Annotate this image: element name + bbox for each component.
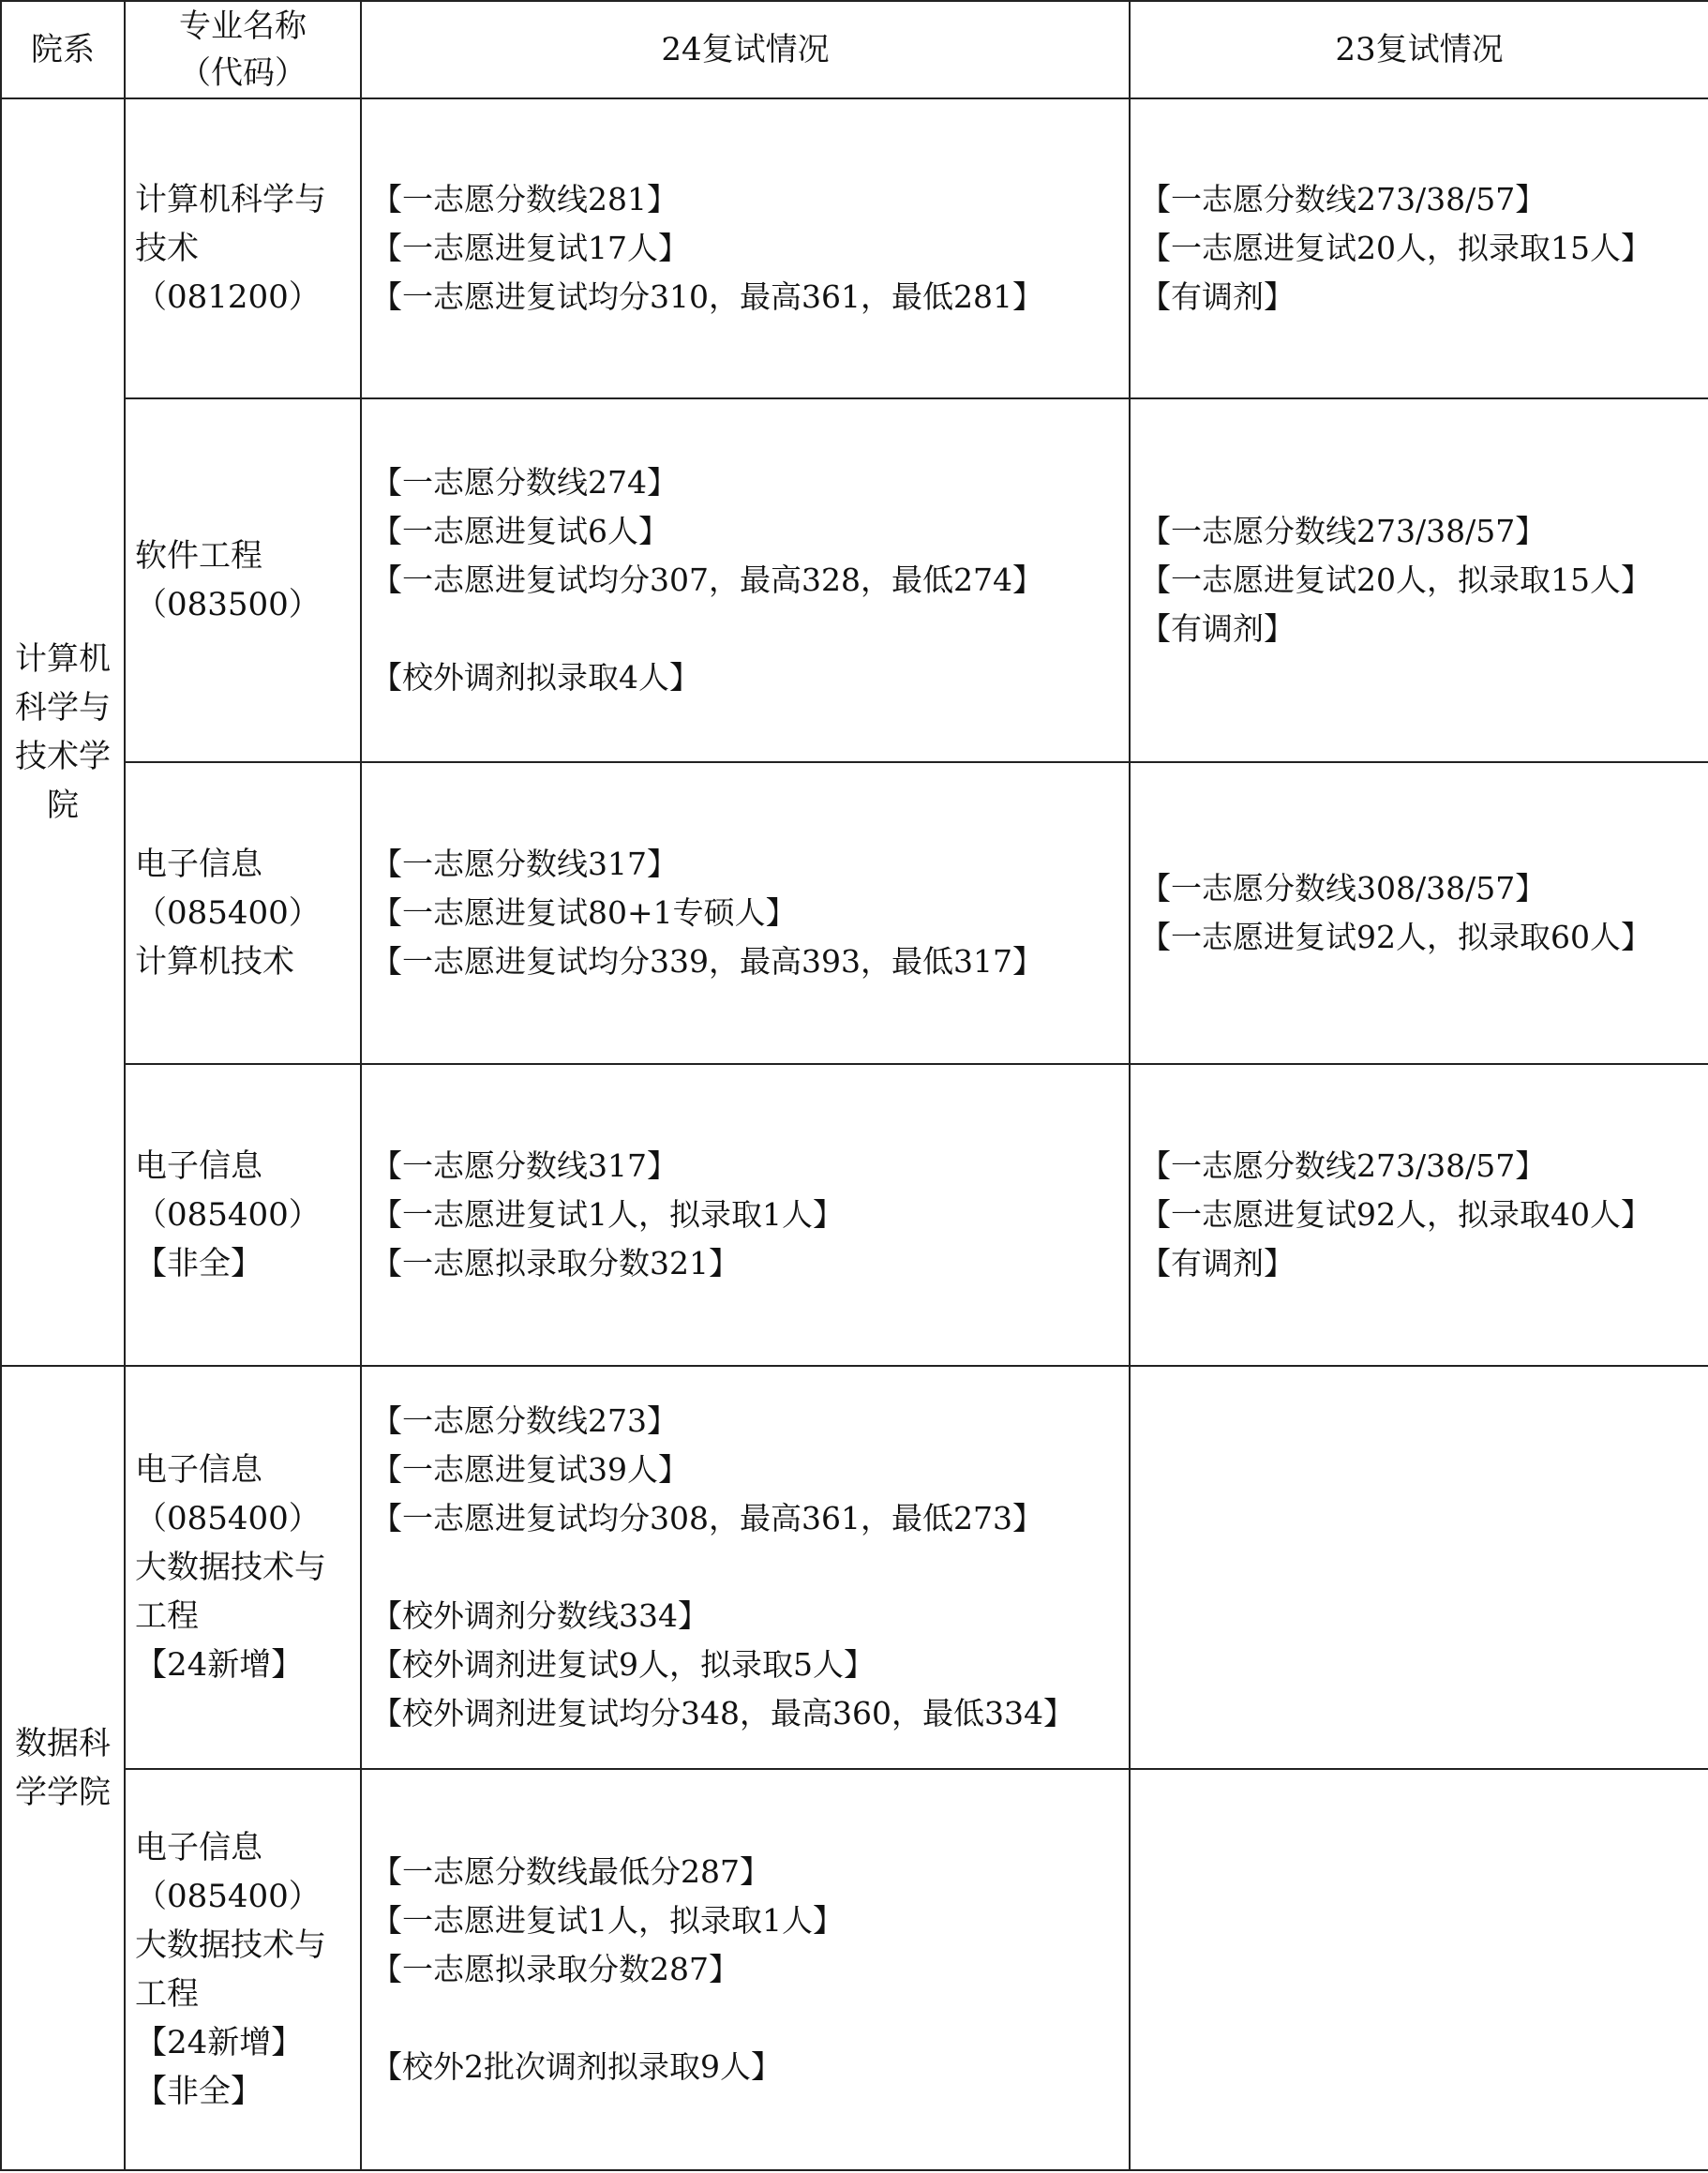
y24-info-line: 【一志愿分数线317】 bbox=[371, 1147, 678, 1184]
y24-info-line bbox=[371, 605, 1129, 653]
y24-info-line: 【校外调剂进复试9人，拟录取5人】 bbox=[371, 1646, 875, 1683]
y24-cell bbox=[361, 762, 1130, 1064]
table-row bbox=[1, 762, 1708, 1064]
header-dept: 院系 bbox=[1, 1, 125, 98]
y24-cell bbox=[361, 1366, 1130, 1769]
major-name-line: 电子信息 bbox=[135, 1829, 262, 1866]
major-name-line: （085400） bbox=[135, 894, 321, 932]
y24-info-line: 【一志愿分数线281】 bbox=[371, 181, 678, 217]
major-name-line: 【24新增】 bbox=[135, 1646, 304, 1684]
dept-name-line: 数据科 bbox=[15, 1725, 111, 1762]
table-body bbox=[1, 98, 1708, 2170]
major-name-line: （085400） bbox=[135, 1196, 321, 1234]
y23-cell bbox=[1130, 98, 1708, 398]
y23-info-line: 【一志愿分数线308/38/57】 bbox=[1140, 870, 1547, 907]
y24-info-line: 【一志愿进复试17人】 bbox=[371, 230, 689, 266]
major-name-line: 电子信息 bbox=[135, 846, 262, 883]
dept-name-line: 技术学 bbox=[15, 738, 111, 775]
y24-info-line: 【一志愿进复试39人】 bbox=[371, 1451, 689, 1488]
y23-info-line: 【一志愿进复试92人，拟录取60人】 bbox=[1140, 919, 1652, 955]
y24-info-line: 【一志愿分数线317】 bbox=[371, 846, 678, 882]
header-24: 24复试情况 bbox=[361, 1, 1130, 98]
y23-info-line: 【有调剂】 bbox=[1140, 1245, 1295, 1281]
major-name-line: 计算机科学与 bbox=[135, 181, 326, 218]
major-name-line: 电子信息 bbox=[135, 1451, 262, 1489]
major-name-line: （081200） bbox=[135, 278, 321, 316]
y24-info-line bbox=[371, 1543, 1129, 1592]
table-row bbox=[1, 98, 1708, 398]
y23-cell bbox=[1130, 398, 1708, 762]
y24-info-line: 【一志愿分数线274】 bbox=[371, 464, 678, 501]
y23-cell bbox=[1130, 1769, 1708, 2170]
header-major bbox=[125, 1, 361, 98]
y23-cell bbox=[1130, 762, 1708, 1064]
y24-info-line: 【一志愿拟录取分数287】 bbox=[371, 1951, 740, 1987]
dept-name-line: 科学与 bbox=[15, 689, 111, 727]
table-row bbox=[1, 1064, 1708, 1366]
table-row bbox=[1, 1366, 1708, 1769]
header-major-line2: （代码） bbox=[179, 54, 307, 92]
major-name-line: 大数据技术与 bbox=[135, 1549, 326, 1586]
major-name-line: （085400） bbox=[135, 1878, 321, 1915]
y24-info-line bbox=[371, 1994, 1129, 2043]
major-name-line: 【非全】 bbox=[135, 1245, 262, 1282]
y24-cell bbox=[361, 1064, 1130, 1366]
dept-cell bbox=[1, 1366, 125, 2170]
major-name-line: （085400） bbox=[135, 1500, 321, 1537]
major-name-line: 电子信息 bbox=[135, 1147, 262, 1185]
y23-info-line: 【一志愿进复试20人，拟录取15人】 bbox=[1140, 230, 1652, 266]
y23-info-line: 【一志愿进复试20人，拟录取15人】 bbox=[1140, 562, 1652, 598]
y24-cell bbox=[361, 98, 1130, 398]
y23-cell bbox=[1130, 1366, 1708, 1769]
y23-cell bbox=[1130, 1064, 1708, 1366]
major-cell bbox=[125, 1064, 361, 1366]
y24-info-line: 【一志愿拟录取分数321】 bbox=[371, 1245, 740, 1281]
y24-info-line: 【一志愿进复试1人，拟录取1人】 bbox=[371, 1902, 844, 1939]
major-name-line: 工程 bbox=[135, 1597, 199, 1635]
major-name-line: 大数据技术与 bbox=[135, 1926, 326, 1964]
y24-info-line: 【一志愿分数线最低分287】 bbox=[371, 1853, 771, 1890]
y24-info-line: 【校外调剂进复试均分348，最高360，最低334】 bbox=[371, 1695, 1074, 1731]
major-name-line: 【24新增】 bbox=[135, 2024, 304, 2061]
y23-info-line: 【有调剂】 bbox=[1140, 610, 1295, 647]
header-row bbox=[1, 1, 1708, 98]
major-name-line: （083500） bbox=[135, 586, 321, 623]
major-cell bbox=[125, 762, 361, 1064]
major-cell bbox=[125, 398, 361, 762]
major-cell bbox=[125, 1769, 361, 2170]
y24-info-line: 【一志愿进复试均分310，最高361，最低281】 bbox=[371, 278, 1043, 315]
y24-info-line: 【一志愿进复试6人】 bbox=[371, 513, 669, 549]
major-name-line: 技术 bbox=[135, 230, 199, 267]
y24-info-line: 【校外调剂分数线334】 bbox=[371, 1597, 709, 1634]
y23-info-line: 【一志愿进复试92人，拟录取40人】 bbox=[1140, 1196, 1652, 1233]
y24-info-line: 【一志愿分数线273】 bbox=[371, 1402, 678, 1439]
y24-info-line: 【一志愿进复试80+1专硕人】 bbox=[371, 894, 797, 931]
y24-cell bbox=[361, 398, 1130, 762]
dept-name-line: 学学院 bbox=[15, 1774, 111, 1811]
y23-info-line: 【一志愿分数线273/38/57】 bbox=[1140, 513, 1547, 549]
major-name-line: 工程 bbox=[135, 1975, 199, 2013]
major-name-line: 软件工程 bbox=[135, 537, 262, 575]
y24-cell bbox=[361, 1769, 1130, 2170]
y24-info-line: 【校外调剂拟录取4人】 bbox=[371, 659, 700, 696]
y23-info-line: 【一志愿分数线273/38/57】 bbox=[1140, 1147, 1547, 1184]
header-23: 23复试情况 bbox=[1130, 1, 1708, 98]
y24-info-line: 【一志愿进复试1人，拟录取1人】 bbox=[371, 1196, 844, 1233]
y23-info-line: 【有调剂】 bbox=[1140, 278, 1295, 315]
y24-info-line: 【一志愿进复试均分339，最高393，最低317】 bbox=[371, 943, 1043, 980]
y24-info-line: 【一志愿进复试均分308，最高361，最低273】 bbox=[371, 1500, 1043, 1536]
y24-info-line: 【校外2批次调剂拟录取9人】 bbox=[371, 2048, 782, 2085]
dept-cell bbox=[1, 98, 125, 1366]
major-name-line: 计算机技术 bbox=[135, 943, 294, 981]
header-major-line1: 专业名称 bbox=[179, 7, 307, 45]
dept-name-line: 计算机 bbox=[15, 640, 111, 678]
y24-info-line: 【一志愿进复试均分307，最高328，最低274】 bbox=[371, 562, 1043, 598]
y23-info-line: 【一志愿分数线273/38/57】 bbox=[1140, 181, 1547, 217]
major-cell bbox=[125, 1366, 361, 1769]
dept-name-line: 院 bbox=[47, 787, 79, 824]
major-name-line: 【非全】 bbox=[135, 2073, 262, 2110]
table-row bbox=[1, 398, 1708, 762]
table-row bbox=[1, 1769, 1708, 2170]
major-cell bbox=[125, 98, 361, 398]
